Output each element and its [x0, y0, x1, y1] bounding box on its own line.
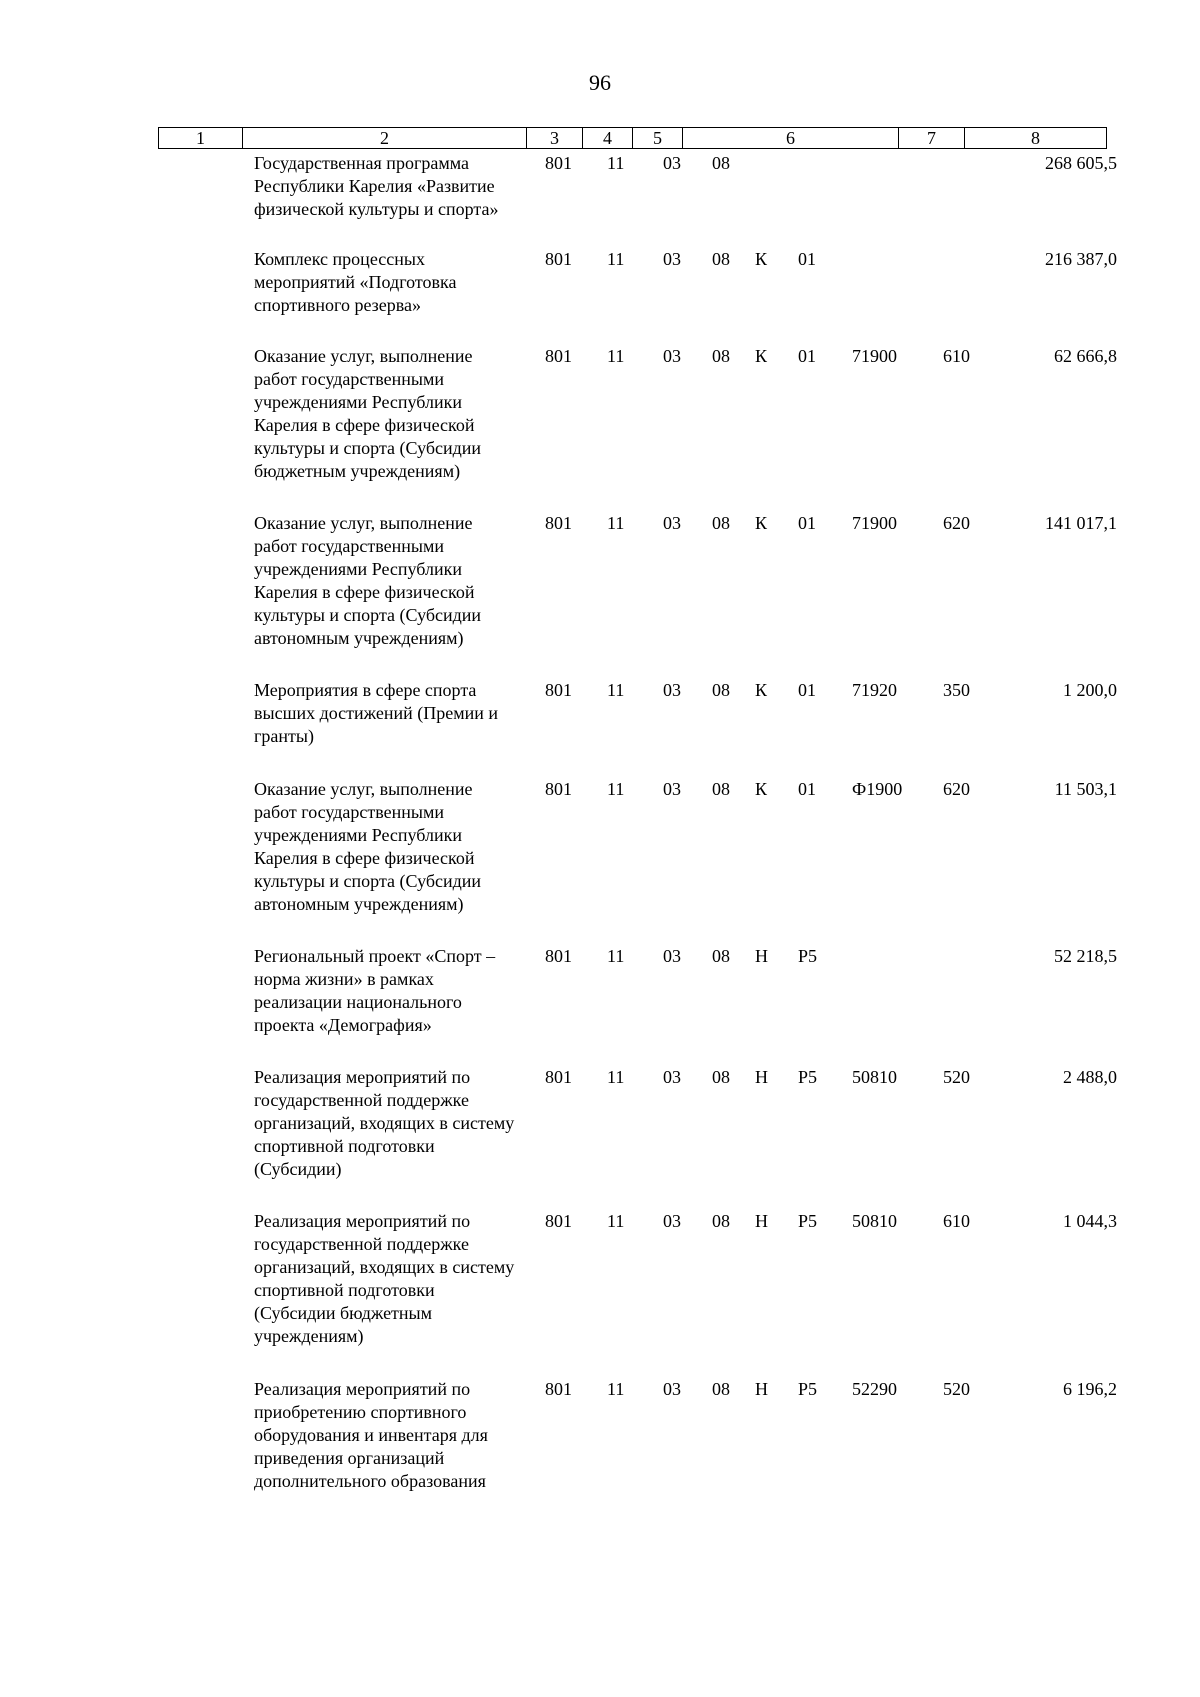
- row-section: 11: [607, 1211, 625, 1231]
- row-section: 11: [607, 946, 625, 966]
- row-target-subprogram: 01: [798, 680, 816, 700]
- row-target-type: К: [755, 680, 768, 700]
- row-expense-type: 610: [943, 346, 970, 366]
- table-row: [0, 345, 1200, 483]
- row-target-direction: 71900: [852, 346, 897, 366]
- row-ved: 801: [545, 1211, 572, 1231]
- table-row: [0, 512, 1200, 650]
- row-target-type: Н: [755, 946, 768, 966]
- table-row: [0, 152, 1200, 221]
- row-subsection: 03: [663, 779, 681, 799]
- row-section: 11: [607, 779, 625, 799]
- row-subsection: 03: [663, 946, 681, 966]
- row-target-subprogram: Р5: [798, 1379, 818, 1399]
- column-header-1: 1: [159, 128, 243, 149]
- row-amount: 6 196,2: [1063, 1379, 1117, 1399]
- row-target-direction: Ф1900: [852, 779, 903, 799]
- row-target-type: Н: [755, 1211, 768, 1231]
- row-ved: 801: [545, 153, 572, 173]
- column-header-8: 8: [965, 128, 1107, 149]
- row-target-program: 08: [712, 779, 730, 799]
- row-name: Реализация мероприятий по государственной поддержке организаций, входящих в систему спортивной подготовки (Субсидии бюджетным учреждениям): [254, 1211, 515, 1346]
- row-target-type: К: [755, 513, 768, 533]
- row-subsection: 03: [663, 1067, 681, 1087]
- row-target-direction: 71900: [852, 513, 897, 533]
- table-row: [0, 1378, 1200, 1493]
- row-amount: 216 387,0: [1045, 249, 1117, 269]
- row-name: Комплекс процессных мероприятий «Подготовка спортивного резерва»: [254, 249, 457, 315]
- column-header-3: 3: [527, 128, 583, 149]
- row-target-program: 08: [712, 1067, 730, 1087]
- row-ved: 801: [545, 1379, 572, 1399]
- row-amount: 1 044,3: [1063, 1211, 1117, 1231]
- row-target-subprogram: 01: [798, 346, 816, 366]
- row-target-program: 08: [712, 249, 730, 269]
- row-target-subprogram: 01: [798, 513, 816, 533]
- row-name: Государственная программа Республики Карелия «Развитие физической культуры и спорта»: [254, 153, 499, 219]
- row-section: 11: [607, 249, 625, 269]
- row-target-subprogram: Р5: [798, 946, 818, 966]
- row-section: 11: [607, 1067, 625, 1087]
- row-expense-type: 620: [943, 779, 970, 799]
- row-name: Реализация мероприятий по государственной поддержке организаций, входящих в систему спортивной подготовки (Субсидии): [254, 1067, 515, 1179]
- row-subsection: 03: [663, 249, 681, 269]
- row-ved: 801: [545, 680, 572, 700]
- row-expense-type: 620: [943, 513, 970, 533]
- row-section: 11: [607, 680, 625, 700]
- table-row: [0, 778, 1200, 916]
- row-target-subprogram: 01: [798, 249, 816, 269]
- row-subsection: 03: [663, 1379, 681, 1399]
- row-expense-type: 520: [943, 1067, 970, 1087]
- row-ved: 801: [545, 513, 572, 533]
- table-row: [0, 679, 1200, 748]
- row-amount: 2 488,0: [1063, 1067, 1117, 1087]
- row-target-subprogram: 01: [798, 779, 816, 799]
- row-name: Оказание услуг, выполнение работ государственными учреждениями Республики Карелия в сфере физической культуры и спорта (Субсидии автономным учреждениям): [254, 779, 482, 914]
- row-target-type: Н: [755, 1067, 768, 1087]
- row-ved: 801: [545, 249, 572, 269]
- row-target-type: К: [755, 249, 768, 269]
- row-target-type: К: [755, 779, 768, 799]
- table-row: [0, 1066, 1200, 1181]
- row-target-program: 08: [712, 1211, 730, 1231]
- row-section: 11: [607, 513, 625, 533]
- column-header-4: 4: [583, 128, 633, 149]
- row-subsection: 03: [663, 346, 681, 366]
- row-amount: 52 218,5: [1054, 946, 1117, 966]
- row-target-subprogram: Р5: [798, 1211, 818, 1231]
- row-subsection: 03: [663, 153, 681, 173]
- row-target-program: 08: [712, 346, 730, 366]
- row-ved: 801: [545, 1067, 572, 1087]
- row-target-program: 08: [712, 1379, 730, 1399]
- row-ved: 801: [545, 346, 572, 366]
- row-name: Мероприятия в сфере спорта высших достижений (Премии и гранты): [254, 680, 499, 746]
- column-header-6: 6: [683, 128, 899, 149]
- row-name: Оказание услуг, выполнение работ государственными учреждениями Республики Карелия в сфере физической культуры и спорта (Субсидии автономным учреждениям): [254, 513, 482, 648]
- column-header-7: 7: [899, 128, 965, 149]
- page-number: 96: [589, 70, 611, 95]
- row-target-program: 08: [712, 946, 730, 966]
- row-name: Реализация мероприятий по приобретению спортивного оборудования и инвентаря для приведения организаций дополнительного образования: [254, 1379, 488, 1491]
- row-target-type: Н: [755, 1379, 768, 1399]
- row-section: 11: [607, 1379, 625, 1399]
- row-ved: 801: [545, 946, 572, 966]
- row-subsection: 03: [663, 1211, 681, 1231]
- row-expense-type: 610: [943, 1211, 970, 1231]
- column-header-5: 5: [633, 128, 683, 149]
- column-header-2: 2: [243, 128, 527, 149]
- row-target-direction: 71920: [852, 680, 897, 700]
- column-header-table: [158, 127, 1107, 149]
- row-ved: 801: [545, 779, 572, 799]
- row-target-subprogram: Р5: [798, 1067, 818, 1087]
- table-row: [0, 945, 1200, 1037]
- row-target-direction: 50810: [852, 1067, 897, 1087]
- row-amount: 62 666,8: [1054, 346, 1117, 366]
- budget-table-body: [0, 152, 1200, 1493]
- row-name: Региональный проект «Спорт – норма жизни» в рамках реализации национального проекта «Демография»: [254, 946, 496, 1035]
- row-target-direction: 52290: [852, 1379, 897, 1399]
- row-amount: 268 605,5: [1045, 153, 1117, 173]
- row-subsection: 03: [663, 680, 681, 700]
- row-name: Оказание услуг, выполнение работ государственными учреждениями Республики Карелия в сфере физической культуры и спорта (Субсидии бюджетным учреждениям): [254, 346, 482, 481]
- row-target-program: 08: [712, 153, 730, 173]
- row-section: 11: [607, 346, 625, 366]
- row-amount: 141 017,1: [1045, 513, 1117, 533]
- row-target-program: 08: [712, 680, 730, 700]
- row-target-direction: 50810: [852, 1211, 897, 1231]
- row-section: 11: [607, 153, 625, 173]
- row-target-program: 08: [712, 513, 730, 533]
- row-amount: 11 503,1: [1054, 779, 1117, 799]
- row-expense-type: 350: [943, 680, 970, 700]
- table-row: [0, 1210, 1200, 1348]
- row-amount: 1 200,0: [1063, 680, 1117, 700]
- row-expense-type: 520: [943, 1379, 970, 1399]
- table-row: [0, 248, 1200, 317]
- column-header-row: [159, 128, 1107, 149]
- row-target-type: К: [755, 346, 768, 366]
- row-subsection: 03: [663, 513, 681, 533]
